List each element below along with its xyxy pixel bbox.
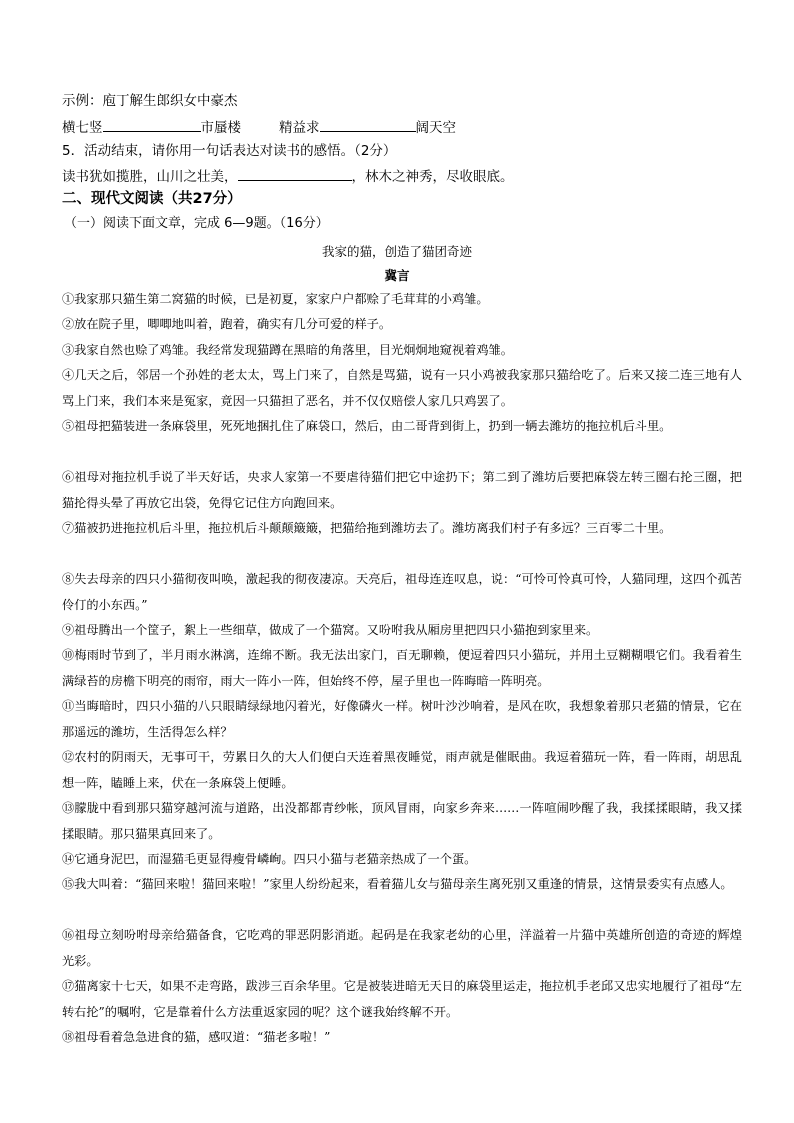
question-5-answer-line: [62, 166, 514, 186]
article-paragraph-11: ⑪当晦暗时，四只小猫的八只眼睛绿绿地闪着光，好像磷火一样。树叶沙沙响着，是风在吹，我想象着那只老猫的情景，它在那遥远的潍坊，生活得怎么样？: [62, 699, 742, 739]
example-line: [62, 92, 238, 110]
article-paragraph-15: ⑮我大叫着：“猫回来啦！猫回来啦！”家里人纷纷起来，看着猫儿女与猫母亲生离死别又重逢的情景，这情景委实有点感人。: [62, 877, 733, 891]
article-paragraph-14: ⑭它通身泥巴，而湿猫毛更显得瘦骨嶙峋。四只小猫与老猫亲热成了一个蛋。: [62, 852, 477, 866]
section-2-heading: 二、现代文阅读（共27分）: [62, 191, 242, 207]
q5-before: 读书犹如揽胜，山川之壮美，: [62, 169, 238, 185]
idiom-1-blank[interactable]: [103, 117, 201, 132]
idiom-fill-line: [62, 117, 456, 137]
article-paragraph-7: ⑦猫被扔进拖拉机后斗里，拖拉机后斗颠颠簸簸，把猫给拖到潍坊去了。潍坊离我们村子有多远？三百零二十里。: [62, 521, 672, 535]
idiom-2-blank[interactable]: [320, 117, 416, 132]
idiom-1-suffix: 市蜃楼: [200, 120, 241, 136]
idiom-2-prefix: 精益求: [279, 120, 320, 136]
article-paragraph-9: ⑨祖母腾出一个筐子，絮上一些细草，做成了一个猫窝。又吩咐我从厢房里把四只小猫抱到家里来。: [62, 623, 599, 637]
article-paragraph-13: ⑬朦胧中看到那只猫穿越河流与道路，出没都都青纱帐，顶风冒雨，向家乡奔来……一阵喧闹吵醒了我，我揉揉眼睛，我又揉揉眼睛。那只猫果真回来了。: [62, 801, 742, 841]
article-paragraph-17: ⑰猫离家十七天，如果不走弯路，跋涉三百余华里。它是被装进暗无天日的麻袋里运走，拖拉机手老邱又忠实地履行了祖母“左转右抡”的嘱咐，它是靠着什么方法重返家园的呢？这个谜我始终解不开。: [62, 979, 742, 1019]
article-paragraph-6: ⑥祖母对拖拉机手说了半天好话，央求人家第一不要虐待猫们把它中途扔下；第二到了潍坊后要把麻袋左转三圈右抡三圈，把猫抡得头晕了再放它出袋，免得它记住方向跑回来。: [62, 470, 742, 510]
q5-blank[interactable]: [238, 166, 352, 181]
article-paragraph-3: ③我家自然也赊了鸡雏。我经常发现猫蹲在黑暗的角落里，目光炯炯地窥视着鸡雏。: [62, 343, 513, 357]
article-paragraph-18: ⑱祖母看着急急进食的猫，感叹道：“猫老多啦！”: [62, 1030, 331, 1044]
section-2-subheading: （一）阅读下面文章，完成 6—9题。（16分）: [64, 216, 329, 231]
example-text: 庖丁解生郎织女中豪杰: [102, 93, 238, 109]
example-label: 示例：: [62, 93, 103, 109]
idiom-2-suffix: 阔天空: [415, 120, 456, 136]
article-author: 冀言: [384, 268, 410, 283]
article-paragraph-16: ⑯祖母立刻吩咐母亲给猫备食，它吃鸡的罪恶阴影消逝。起码是在我家老幼的心里，洋溢着一片猫中英雄所创造的奇迹的辉煌光彩。: [62, 928, 742, 968]
article-paragraph-12: ⑫农村的阴雨天，无事可干，劳累日久的大人们便白天连着黑夜睡觉，雨声就是催眠曲。我逗着猫玩一阵，看一阵雨，胡思乱想一阵，瞌睡上来，伏在一条麻袋上便睡。: [62, 750, 742, 790]
q5-after: ，林木之神秀，尽收眼底。: [351, 169, 514, 185]
question-5-prompt: 5．活动结束，请你用一句话表达对读书的感悟。（2分）: [62, 143, 397, 159]
idiom-1-prefix: 横七竖: [62, 120, 103, 136]
article-paragraph-1: ①我家那只猫生第二窝猫的时候，已是初夏，家家户户都赊了毛茸茸的小鸡雏。: [62, 292, 489, 306]
article-paragraph-8: ⑧失去母亲的四只小猫彻夜叫唤，激起我的彻夜凄凉。天亮后，祖母连连叹息，说：“可怜可怜真可怜，人猫同理，这四个孤苦伶仃的小东西。”: [62, 572, 742, 612]
article-paragraph-4: ④几天之后，邻居一个孙姓的老太太，骂上门来了，自然是骂猫，说有一只小鸡被我家那只猫给吃了。后来又接二连三地有人骂上门来，我们本来是冤家，竟因一只猫担了恶名，并不仅仅赔偿人家几只鸡罢了。: [62, 368, 742, 408]
article-paragraph-2: ②放在院子里，唧唧地叫着，跑着，确实有几分可爱的样子。: [62, 317, 392, 331]
article-paragraph-5: ⑤祖母把猫装进一条麻袋里，死死地捆扎住了麻袋口，然后，由二哥背到街上，扔到一辆去潍坊的拖拉机后斗里。: [62, 419, 672, 433]
article-paragraph-10: ⑩梅雨时节到了，半月雨水淋漓，连绵不断。我无法出家门，百无聊赖，便逗着四只小猫玩，并用土豆糊糊喂它们。我看着生满绿苔的房檐下明亮的雨帘，雨大一阵小一阵，但始终不停，屋子里也一阵晦暗一阵明亮。: [62, 648, 742, 688]
article-title: 我家的猫，创造了猫团奇迹: [321, 244, 472, 259]
